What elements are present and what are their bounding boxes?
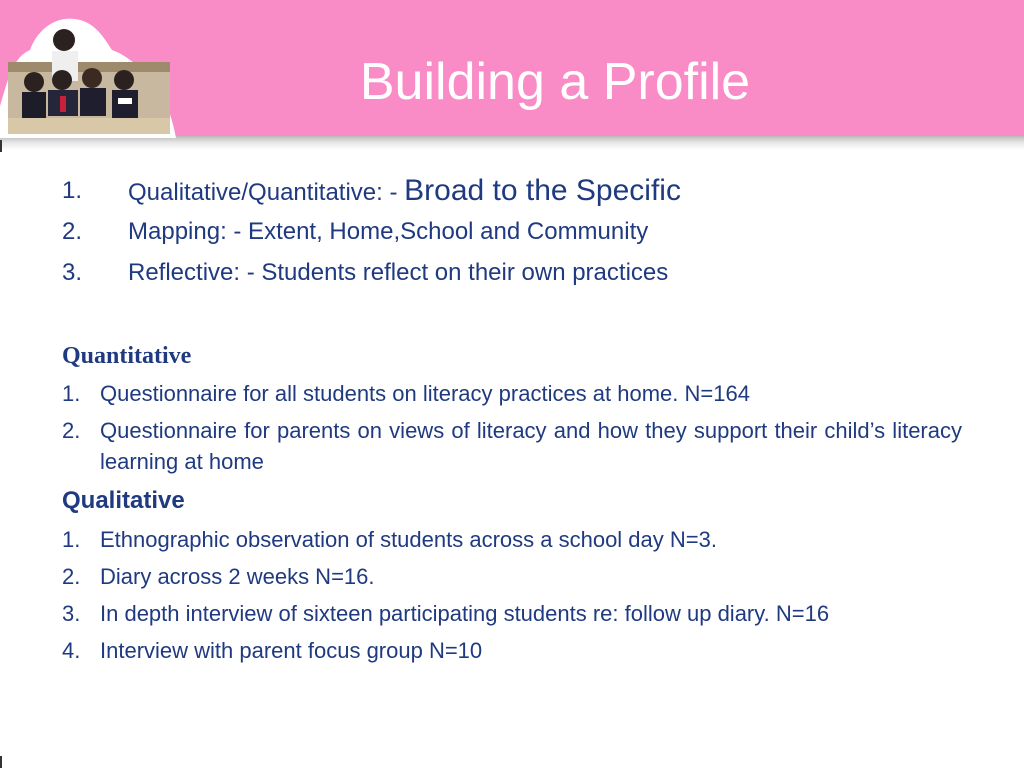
item-emphasis: Broad to the Specific [404,174,681,207]
item-text: Diary across 2 weeks N=16. [100,564,375,589]
overview-item [62,252,962,293]
list-item [62,415,962,477]
corner-mark [0,756,2,768]
item-number: 1. [62,177,83,204]
qualitative-list [62,524,962,672]
list-item [62,561,962,592]
item-text [128,170,681,213]
quantitative-list [62,378,962,483]
list-item [62,378,962,409]
item-number: 3. [62,601,81,626]
item-number: 4. [62,638,81,663]
item-number: 2. [62,564,81,589]
item-text: Mapping: - Extent, Home,School and Community [128,218,649,245]
slide-title: Building a Profile [359,53,751,111]
corner-mark [0,140,2,152]
item-number: 2. [62,218,83,245]
item-text: Reflective: - Students reflect on their own practices [128,259,669,286]
item-text: Questionnaire for parents on views of literacy and how they support their child’s literacy learning at home [100,418,962,474]
qualitative-heading: Qualitative [62,487,185,514]
item-number: 2. [62,418,81,443]
list-item [62,598,962,629]
item-number: 1. [62,527,81,552]
item-text: In depth interview of sixteen participating students re: follow up diary. N=16 [100,601,830,626]
list-item [62,524,962,555]
item-label: Qualitative/Quantitative: - [128,179,405,206]
header-shadow [0,136,1024,150]
item-number: 1. [62,381,81,406]
item-number: 3. [62,259,83,286]
students-photo-icon [0,10,176,138]
overview-item [62,211,962,252]
overview-item [62,170,962,211]
quantitative-heading: Quantitative [62,343,192,369]
item-text: Interview with parent focus group N=10 [100,638,483,663]
overview-list [62,170,962,293]
item-text: Ethnographic observation of students across a school day N=3. [100,527,717,552]
list-item [62,635,962,666]
item-text: Questionnaire for all students on literacy practices at home. N=164 [100,381,750,406]
